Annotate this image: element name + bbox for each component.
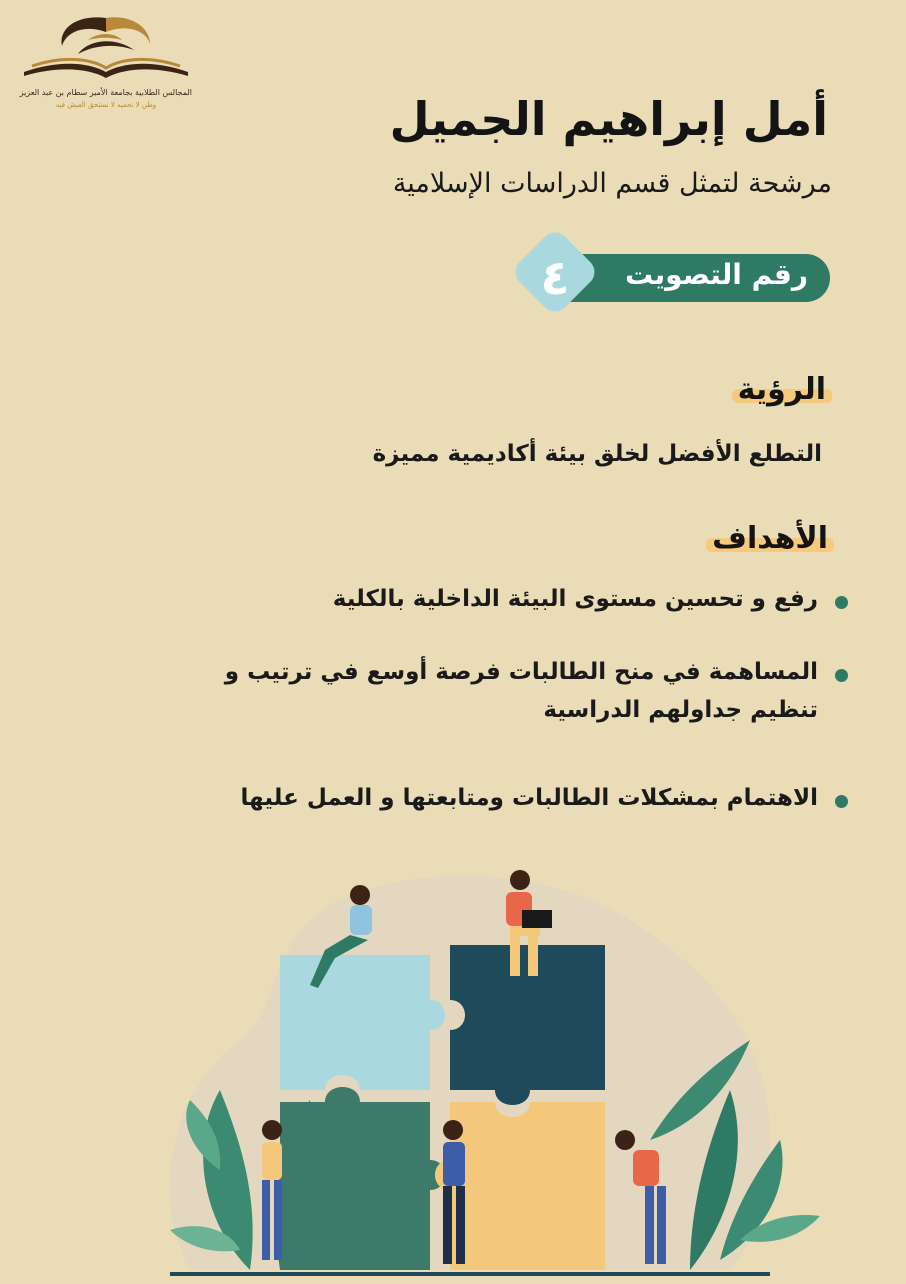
goal-item — [162, 779, 842, 817]
open-book-logo-icon — [18, 10, 194, 90]
goal-text: المساهمة في منح الطالبات فرصة أوسع في ترتيب و تنظيم جداولهم الدراسية — [224, 659, 818, 723]
goal-item — [162, 580, 842, 618]
puzzle-teamwork-illustration — [130, 840, 850, 1280]
circle-bullet-icon — [835, 795, 848, 808]
candidate-subtitle: مرشحة لتمثل قسم الدراسات الإسلامية — [392, 168, 832, 199]
logo-title: المجالس الطلابية بجامعة الأمير سطام بن عبد العزيز — [19, 88, 192, 97]
vision-heading-text: الرؤية — [737, 372, 826, 407]
logo-slogan: وطن لا نحميه لا نستحق العيش فيه — [55, 101, 157, 109]
council-logo — [18, 10, 194, 110]
goal-text: رفع و تحسين مستوى البيئة الداخلية بالكلية — [332, 586, 818, 612]
candidate-name: أمل إبراهيم الجميل — [389, 92, 828, 146]
vision-statement: التطلع الأفضل لخلق بيئة أكاديمية مميزة — [372, 441, 822, 467]
goals-heading-text: الأهداف — [712, 521, 828, 556]
goals-heading — [712, 521, 828, 556]
goal-item — [162, 653, 842, 729]
goal-text: الاهتمام بمشكلات الطالبات ومتابعتها و العمل عليها — [240, 785, 818, 811]
vote-label: رقم التصويت — [625, 258, 808, 291]
circle-bullet-icon — [835, 596, 848, 609]
circle-bullet-icon — [835, 669, 848, 682]
vision-heading — [738, 372, 826, 407]
puzzle-illustration-graphic — [130, 840, 850, 1280]
vote-number: ٤ — [540, 250, 570, 306]
